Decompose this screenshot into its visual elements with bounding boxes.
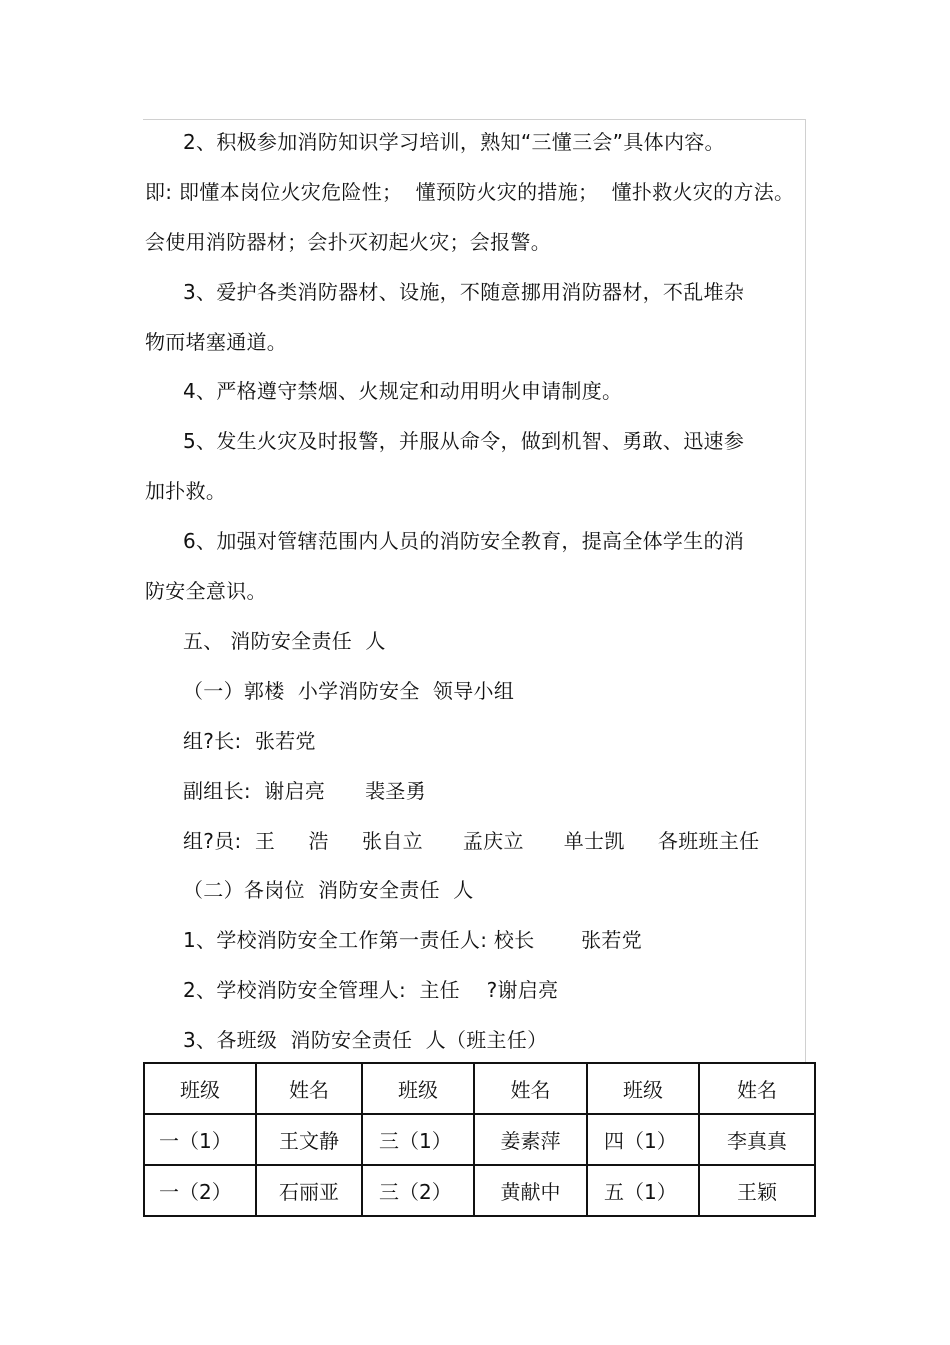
table-header-cell: 班级 [144, 1063, 256, 1114]
table-cell: 姜素萍 [474, 1114, 587, 1165]
table-header-cell: 姓名 [474, 1063, 587, 1114]
table-cell: 王文静 [256, 1114, 362, 1165]
table-row [144, 1165, 815, 1216]
table-cell: 三（1） [362, 1114, 474, 1165]
table-cell: 一（1） [144, 1114, 256, 1165]
paragraph-item-3-cont: 物而堵塞通道。 [145, 330, 288, 354]
paragraph-item-2-cont-2: 会使用消防器材；会扑灭初起火灾；会报警。 [145, 230, 551, 254]
table-row [144, 1114, 815, 1165]
paragraph-item-3: 3、爱护各类消防器材、设施，不随意挪用消防器材，不乱堆杂 [183, 280, 745, 304]
table-cell: 王颖 [699, 1165, 815, 1216]
class-teacher-table [143, 1062, 816, 1217]
responsible-person-1: 1、学校消防安全工作第一责任人: 校长 张若党 [183, 928, 643, 952]
paragraph-item-6: 6、加强对管辖范围内人员的消防安全教育，提高全体学生的消 [183, 529, 745, 553]
paragraph-item-6-cont: 防安全意识。 [145, 579, 267, 603]
table-cell: 黄献中 [474, 1165, 587, 1216]
table-header-cell: 姓名 [256, 1063, 362, 1114]
table-header-cell: 班级 [587, 1063, 699, 1114]
paragraph-item-5-cont: 加扑救。 [145, 479, 227, 503]
section-heading-5: 五、 消防安全责任 人 [183, 629, 386, 653]
table-cell: 四（1） [587, 1114, 699, 1165]
paragraph-item-2: 2、积极参加消防知识学习培训，熟知“三懂三会”具体内容。 [183, 130, 725, 154]
paragraph-item-5: 5、发生火灾及时报警，并服从命令，做到机智、勇敢、迅速参 [183, 429, 745, 453]
table-cell: 五（1） [587, 1165, 699, 1216]
group-members-line: 组?员: 王 浩 张自立 孟庆立 单士凯 各班班主任 [183, 829, 760, 853]
table-header-cell: 姓名 [699, 1063, 815, 1114]
table-cell: 三（2） [362, 1165, 474, 1216]
table-header-cell: 班级 [362, 1063, 474, 1114]
table-header-row [144, 1063, 815, 1114]
paragraph-item-4: 4、严格遵守禁烟、火规定和动用明火申请制度。 [183, 379, 623, 403]
table-cell: 李真真 [699, 1114, 815, 1165]
group-leader-line: 组?长: 张若党 [183, 729, 316, 753]
paragraph-item-2-cont-1: 即: 即懂本岗位火灾危险性； 懂预防火灾的措施； 懂扑救火灾的方法。 [145, 180, 795, 204]
table-cell: 一（2） [144, 1165, 256, 1216]
subsection-heading-2: （二）各岗位 消防安全责任 人 [183, 878, 474, 902]
responsible-person-2: 2、学校消防安全管理人: 主任 ?谢启亮 [183, 978, 559, 1002]
subsection-heading-1: （一）郭楼 小学消防安全 领导小组 [183, 679, 515, 703]
table-cell: 石丽亚 [256, 1165, 362, 1216]
responsible-person-3: 3、各班级 消防安全责任 人（班主任） [183, 1028, 548, 1052]
deputy-leader-line: 副组长: 谢启亮 裴圣勇 [183, 779, 426, 803]
